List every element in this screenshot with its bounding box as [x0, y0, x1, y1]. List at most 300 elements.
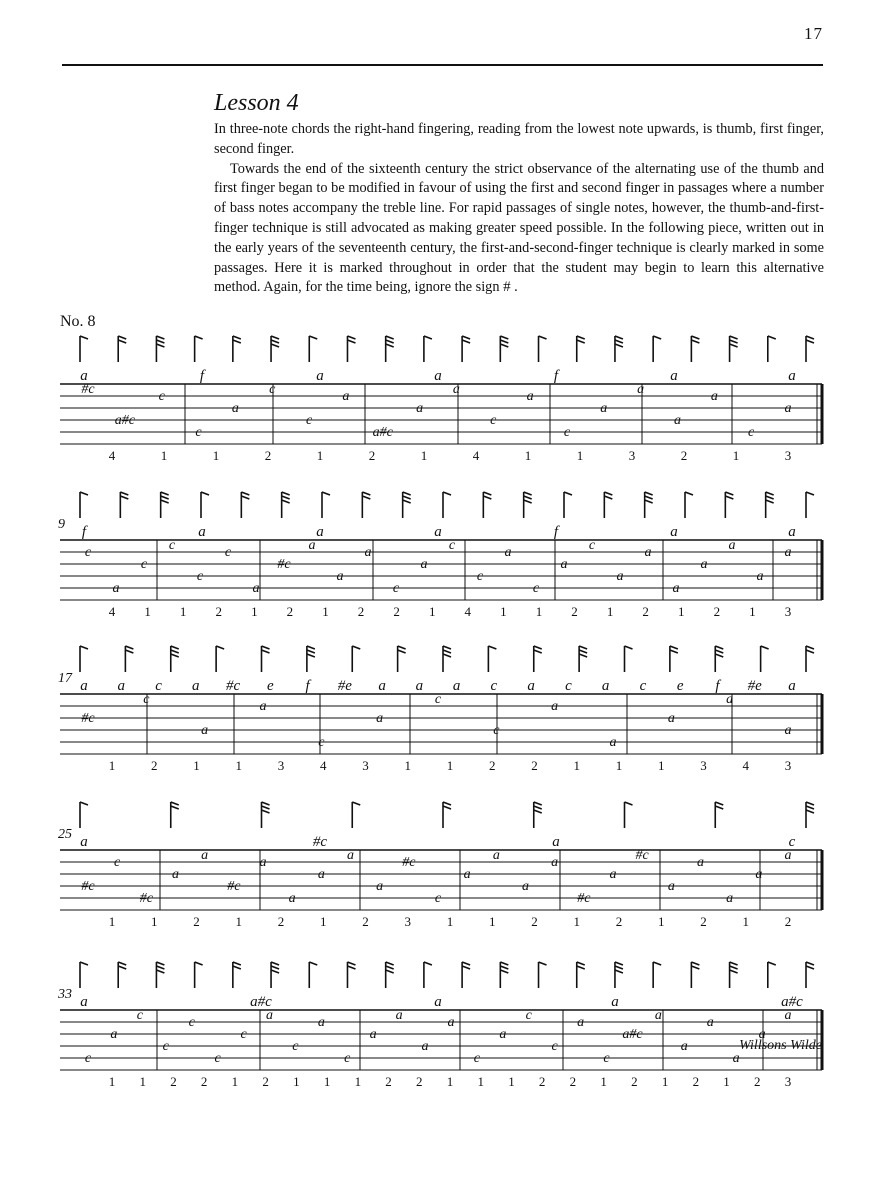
rhythm-flag-beam — [564, 492, 572, 495]
rhythm-flag-beam — [156, 962, 164, 965]
tab-letter: a — [463, 867, 471, 882]
rhythm-flag-beam — [424, 336, 432, 339]
tab-letter: c — [788, 834, 796, 850]
rhythm-flag — [156, 962, 164, 988]
rhythm-flag — [171, 646, 179, 672]
rhythm-flag-beam — [534, 806, 542, 809]
finger-num: 2 — [642, 604, 649, 619]
finger-num: 1 — [446, 758, 454, 773]
tab-letter: c — [224, 545, 232, 560]
finger-num: 1 — [477, 1074, 484, 1089]
tab-letter: f — [553, 368, 559, 384]
tab-letter: a — [788, 524, 796, 540]
tab-letter: a — [259, 699, 267, 714]
rhythm-flag-beam — [386, 340, 394, 343]
rhythm-flag-beam — [118, 336, 126, 339]
rhythm-flag — [80, 492, 88, 518]
finger-num: 2 — [215, 604, 222, 619]
lesson-paragraph-1: In three-note chords the right-hand fingering, reading from the lowest note upwards, is thumb, first finger, second finger. — [214, 121, 824, 157]
tab-letter: a — [265, 1008, 273, 1023]
rhythm-flag-beam — [307, 650, 315, 653]
rhythm-flag-beam — [262, 650, 270, 653]
rhythm-flag-beam — [403, 496, 411, 499]
tab-letter: a — [726, 891, 734, 906]
tab-letter: a — [667, 879, 675, 894]
tab-letter: f — [305, 678, 310, 694]
finger-num: 1 — [661, 1074, 669, 1089]
rhythm-flag-beam — [386, 344, 394, 347]
rhythm-flag-beam — [500, 966, 508, 969]
tab-letter: a — [706, 1015, 714, 1030]
rhythm-flag-beam — [579, 650, 587, 653]
rhythm-flag-beam — [80, 336, 88, 339]
rhythm-flag — [625, 646, 633, 672]
tab-letter: a — [680, 1039, 688, 1054]
tab-letter: a — [288, 891, 296, 906]
rhythm-flag-beam — [577, 966, 585, 969]
finger-num: 3 — [784, 604, 792, 619]
tab-letter: c — [434, 692, 442, 707]
rhythm-flag — [201, 492, 209, 518]
rhythm-flag-beam — [347, 336, 355, 339]
tab-letter: a — [784, 1008, 792, 1023]
finger-num: 1 — [573, 758, 580, 773]
rhythm-flag-beam — [579, 654, 587, 657]
tab-letter: #e — [747, 678, 762, 694]
rhythm-flag-beam — [500, 970, 508, 973]
tab-letter: a — [784, 401, 792, 416]
tab-letter: a — [395, 1008, 403, 1023]
rhythm-flag — [534, 646, 542, 672]
rhythm-flag — [806, 336, 814, 362]
rhythm-flag — [577, 962, 585, 988]
rhythm-flag-beam — [539, 336, 547, 339]
tab-letter: a — [259, 855, 267, 870]
rhythm-flag-beam — [524, 500, 532, 503]
finger-num: 1 — [354, 1074, 362, 1089]
rhythm-flag — [362, 492, 370, 518]
finger-num: 1 — [108, 1074, 116, 1089]
rhythm-flag — [579, 646, 587, 672]
rhythm-flag-beam — [171, 806, 179, 809]
rhythm-flag-beam — [806, 336, 814, 339]
tab-letter: a — [784, 723, 792, 738]
rhythm-flag — [761, 646, 769, 672]
rhythm-flag-beam — [156, 344, 164, 347]
finger-num: 1 — [576, 448, 584, 463]
rhythm-flag-beam — [730, 962, 738, 965]
rhythm-flag-beam — [670, 650, 678, 653]
rhythm-flag-beam — [80, 646, 88, 649]
bar-number: 25 — [58, 827, 72, 842]
rhythm-flag-beam — [806, 806, 814, 809]
finger-num: 1 — [535, 604, 543, 619]
rhythm-flag-beam — [282, 496, 290, 499]
tab-letter: f — [199, 368, 205, 384]
tab-letter: c — [473, 1051, 480, 1066]
rhythm-flag-beam — [307, 646, 315, 649]
finger-num: 1 — [732, 448, 740, 463]
rhythm-flag-beam — [691, 966, 699, 969]
rhythm-flag — [424, 336, 432, 362]
tab-letter: #c — [635, 848, 649, 863]
tab-letter: a — [758, 1027, 766, 1042]
tab-letter: f — [553, 524, 559, 540]
tab-letter: a — [364, 545, 372, 560]
rhythm-flag-beam — [806, 646, 814, 649]
finger-num: 3 — [700, 758, 707, 773]
finger-num: 1 — [235, 758, 242, 773]
rhythm-flag — [403, 492, 411, 518]
tab-letter: a — [117, 678, 126, 694]
finger-num: 1 — [428, 604, 436, 619]
tab-letter: #c — [227, 879, 241, 894]
rhythm-flag — [161, 492, 169, 518]
rhythm-flag-beam — [352, 646, 360, 649]
tab-letter: c — [551, 1039, 558, 1054]
finger-num: 1 — [573, 914, 580, 929]
finger-num: 1 — [108, 914, 116, 929]
tab-letter: a — [728, 538, 736, 553]
finger-num: 2 — [631, 1074, 638, 1089]
rhythm-flag-beam — [282, 492, 290, 495]
finger-num: 1 — [600, 1074, 607, 1089]
rhythm-flag-beam — [271, 970, 279, 973]
tab-letter: a — [672, 581, 680, 596]
tab-letter: a — [616, 569, 624, 584]
rhythm-flag-beam — [615, 962, 623, 965]
rhythm-flag-beam — [730, 344, 738, 347]
tab-letter: a — [670, 524, 678, 540]
rhythm-flag-beam — [462, 340, 470, 343]
rhythm-flag — [262, 646, 270, 672]
tab-letter: a — [231, 401, 239, 416]
rhythm-flag-beam — [615, 336, 623, 339]
tab-letter: a — [788, 678, 796, 694]
tab-letter: a — [252, 581, 260, 596]
lesson-paragraph-2-text: Towards the end of the sixteenth century the strict observance of the alternating use of the thumb and first finger began to be modified in favour of using the first and second finger in passages where a number of bass notes accompany the treble line. For rapid passages of single notes, however, the thumb-and-first-finger technique is still advocated as making greater speed possible. In the following piece, written out in the early years of the seventeenth century, the first-and-second-finger technique is clearly marked in some passages. Here it is marked throughout in order that the student may begin to learn this alternative method. Again, for the time being, ignore the sign — [214, 160, 824, 296]
rhythm-flag-beam — [524, 492, 532, 495]
rhythm-flag — [483, 492, 491, 518]
tab-letter: c — [84, 545, 92, 560]
rhythm-flag-beam — [806, 802, 814, 805]
finger-num: 1 — [446, 1074, 454, 1089]
rhythm-flag-beam — [118, 966, 126, 969]
tab-letter: a — [700, 557, 708, 572]
rhythm-flag — [352, 802, 360, 828]
tab-letter: f — [81, 524, 87, 540]
finger-num: 4 — [108, 448, 116, 463]
finger-num: 1 — [658, 914, 665, 929]
tab-letter: a — [609, 867, 617, 882]
rhythm-flag-beam — [201, 492, 209, 495]
finger-num: 1 — [231, 1074, 239, 1089]
tab-letter: a — [697, 855, 704, 870]
finger-num: 1 — [500, 604, 507, 619]
tab-letter: a — [644, 545, 652, 560]
rhythm-flag-beam — [715, 802, 723, 805]
rhythm-flag-beam — [241, 492, 249, 495]
tab-letter: #c — [225, 678, 241, 694]
rhythm-flag-beam — [403, 492, 411, 495]
tab-letter: c — [563, 425, 571, 440]
rhythm-flag — [691, 962, 699, 988]
tab-letter: e — [676, 678, 684, 694]
rhythm-flag-beam — [653, 336, 661, 339]
rhythm-flag-beam — [386, 970, 394, 973]
tab-letter: c — [155, 678, 162, 694]
rhythm-flag-beam — [386, 962, 394, 965]
tab-letter: c — [392, 581, 400, 596]
rhythm-flag-beam — [604, 496, 612, 499]
rhythm-flag-beam — [715, 654, 723, 657]
finger-num: 1 — [108, 758, 116, 773]
tab-letter: c — [140, 557, 148, 572]
rhythm-flag-beam — [766, 500, 774, 503]
tab-letter: c — [214, 1051, 221, 1066]
rhythm-flag-beam — [443, 492, 451, 495]
finger-num: 3 — [784, 758, 792, 773]
finger-num: 1 — [446, 914, 454, 929]
finger-num: 1 — [251, 604, 258, 619]
finger-num: 2 — [569, 1074, 577, 1089]
rhythm-flag — [271, 336, 279, 362]
rhythm-flag — [216, 646, 224, 672]
tab-letter: a — [784, 848, 792, 863]
rhythm-flag-beam — [806, 962, 814, 965]
tab-letter: c — [493, 723, 500, 738]
rhythm-flag — [653, 962, 661, 988]
rhythm-flag-beam — [534, 802, 542, 805]
finger-num: 1 — [212, 448, 220, 463]
rhythm-flag — [347, 962, 355, 988]
sentence-end: . — [510, 279, 518, 296]
rhythm-flag-beam — [171, 646, 179, 649]
rhythm-flag-beam — [615, 970, 623, 973]
rhythm-flag-beam — [309, 336, 317, 339]
rhythm-flag-beam — [806, 492, 814, 495]
rhythm-flag-beam — [615, 340, 623, 343]
rhythm-flag — [488, 646, 496, 672]
tab-letter: a — [784, 545, 792, 560]
tab-letter: a#c — [372, 425, 393, 440]
rhythm-flag — [730, 962, 738, 988]
finger-num: 2 — [393, 604, 400, 619]
rhythm-flag-beam — [577, 336, 585, 339]
tab-letter: a — [447, 1015, 455, 1030]
rhythm-flag — [604, 492, 612, 518]
tab-letter: a — [317, 867, 325, 882]
rhythm-flag-beam — [768, 962, 776, 965]
tab-letter: a — [172, 867, 179, 882]
rhythm-flag-beam — [216, 646, 224, 649]
rhythm-flag — [322, 492, 330, 518]
rhythm-flag-beam — [715, 646, 723, 649]
tab-letter: c — [196, 569, 204, 584]
rhythm-flag — [715, 802, 723, 828]
rhythm-flag — [262, 802, 270, 828]
rhythm-flag-beam — [443, 802, 451, 805]
finger-num: 1 — [749, 604, 756, 619]
tab-letter: a — [601, 678, 610, 694]
rhythm-flag — [500, 962, 508, 988]
rhythm-flag — [725, 492, 733, 518]
finger-num: 1 — [524, 448, 532, 463]
tab-letter: a — [560, 557, 568, 572]
finger-num: 3 — [784, 1074, 792, 1089]
rhythm-flag-beam — [653, 962, 661, 965]
rhythm-flag — [806, 962, 814, 988]
rhythm-flag-beam — [443, 806, 451, 809]
finger-num: 1 — [678, 604, 685, 619]
tab-letter: a — [492, 848, 500, 863]
tab-letter: #c — [81, 879, 95, 894]
rhythm-flag-beam — [806, 340, 814, 343]
finger-num: 4 — [742, 758, 749, 773]
rhythm-flag-beam — [761, 646, 769, 649]
finger-num: 2 — [416, 1074, 423, 1089]
rhythm-flag-beam — [195, 336, 203, 339]
tab-letter: c — [84, 1051, 92, 1066]
tab-letter: c — [565, 678, 572, 694]
rhythm-flag-beam — [386, 336, 394, 339]
rhythm-flag — [766, 492, 774, 518]
tab-letter: #c — [139, 891, 153, 906]
rhythm-flag — [806, 492, 814, 518]
finger-num: 1 — [193, 758, 200, 773]
rhythm-flag — [118, 336, 126, 362]
tab-letter: a — [452, 382, 460, 397]
finger-num: 2 — [538, 1074, 546, 1089]
rhythm-flag-beam — [362, 492, 370, 495]
finger-num: 1 — [320, 914, 327, 929]
rhythm-flag-beam — [352, 802, 360, 805]
finger-num: 3 — [404, 914, 411, 929]
rhythm-flag-beam — [443, 646, 451, 649]
rhythm-flag-beam — [725, 496, 733, 499]
rhythm-flag-beam — [80, 962, 88, 965]
tab-letter: c — [240, 1027, 247, 1042]
finger-num: 2 — [385, 1074, 392, 1089]
rhythm-flag-beam — [462, 962, 470, 965]
tab-letter: a — [342, 389, 350, 404]
tab-letter: a — [198, 524, 206, 540]
rhythm-flag — [564, 492, 572, 518]
piece-label: No. 8 — [60, 313, 96, 330]
rhythm-flag-beam — [424, 962, 432, 965]
rhythm-flag-beam — [362, 496, 370, 499]
finger-num: 1 — [151, 914, 158, 929]
rhythm-flag — [309, 962, 317, 988]
rhythm-flag — [443, 646, 451, 672]
tab-letter: c — [318, 735, 325, 750]
finger-num: 1 — [316, 448, 324, 463]
rhythm-flag — [577, 336, 585, 362]
rhythm-flag-beam — [347, 962, 355, 965]
finger-num: 2 — [151, 758, 158, 773]
rhythm-flag — [80, 336, 88, 362]
finger-num: 1 — [404, 758, 411, 773]
rhythm-flag-beam — [604, 492, 612, 495]
bar-number: 9 — [58, 517, 65, 532]
rhythm-flag-beam — [282, 500, 290, 503]
rhythm-flag-beam — [125, 650, 133, 653]
rhythm-flag-beam — [645, 496, 653, 499]
finger-num: 2 — [531, 758, 538, 773]
rhythm-flag — [156, 336, 164, 362]
tab-letter: c — [532, 581, 540, 596]
tab-letter: a — [551, 699, 559, 714]
tab-letter: a — [80, 834, 88, 850]
tab-letter: a — [80, 368, 88, 384]
rhythm-flag — [241, 492, 249, 518]
tab-letter: a — [637, 382, 645, 397]
rhythm-flag-beam — [161, 492, 169, 495]
rhythm-flag-beam — [80, 802, 88, 805]
tab-letter: a — [201, 848, 209, 863]
tab-letter: a#c — [250, 994, 272, 1010]
rhythm-flag-beam — [398, 646, 406, 649]
rhythm-flag-beam — [156, 340, 164, 343]
rhythm-flag-beam — [120, 496, 128, 499]
tab-letter: a — [522, 879, 529, 894]
tab-letter: a — [755, 867, 763, 882]
rhythm-flag-beam — [500, 340, 508, 343]
tab-letter: #c — [81, 382, 95, 397]
rhythm-flag — [424, 962, 432, 988]
rhythm-flag-beam — [488, 646, 496, 649]
rhythm-flag-beam — [156, 336, 164, 339]
rhythm-flag-beam — [500, 336, 508, 339]
rhythm-flag — [653, 336, 661, 362]
rhythm-flag-beam — [539, 962, 547, 965]
rhythm-flag-beam — [806, 810, 814, 813]
rhythm-flag-beam — [483, 492, 491, 495]
rhythm-flag — [271, 962, 279, 988]
tab-letter: a — [673, 413, 681, 428]
finger-num: 2 — [357, 604, 365, 619]
rhythm-flag-beam — [271, 344, 279, 347]
finger-num: 1 — [293, 1074, 300, 1089]
rhythm-flag — [539, 336, 547, 362]
footer-credit: Willsons Wilde — [739, 1038, 822, 1053]
tab-letter: a — [577, 1015, 585, 1030]
rhythm-flag-beam — [670, 646, 678, 649]
rhythm-flag-beam — [768, 336, 776, 339]
rhythm-flag-beam — [443, 654, 451, 657]
tab-letter: c — [143, 692, 150, 707]
rhythm-flag-beam — [730, 340, 738, 343]
rhythm-flag-beam — [271, 340, 279, 343]
finger-num: 4 — [320, 758, 327, 773]
rhythm-flag-beam — [118, 340, 126, 343]
tab-letter: c — [603, 1051, 610, 1066]
rhythm-flag-beam — [347, 966, 355, 969]
rhythm-flag — [500, 336, 508, 362]
tab-letter: c — [305, 413, 313, 428]
rhythm-flag-beam — [386, 966, 394, 969]
tab-letter: a — [317, 1015, 325, 1030]
tab-letter: c — [476, 569, 484, 584]
tab-letter: c — [490, 413, 497, 428]
tab-letter: c — [292, 1039, 299, 1054]
rhythm-flag — [233, 962, 241, 988]
tab-system — [58, 646, 822, 773]
tab-letter: c — [639, 678, 647, 694]
tab-system — [58, 802, 822, 929]
tab-letter: e — [266, 678, 274, 694]
rhythm-flag — [685, 492, 693, 518]
